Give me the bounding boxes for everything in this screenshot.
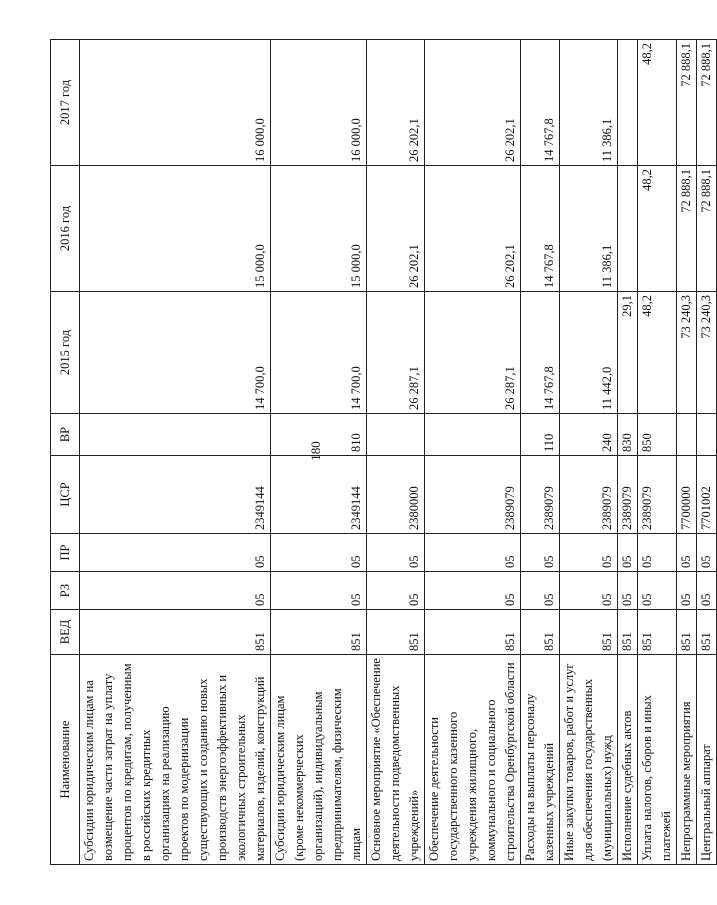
row-2015: 48,2	[638, 292, 677, 414]
row-csr: 2380000	[367, 456, 425, 534]
header-rz: РЗ	[51, 572, 80, 610]
row-2016: 14 767,8	[521, 166, 560, 292]
row-rz: 05	[618, 572, 638, 610]
row-rz: 05	[677, 572, 697, 610]
row-vr: 110	[521, 414, 560, 456]
row-pr: 05	[425, 534, 521, 572]
row-name: Обеспечение деятельности государственного казенного учреждения жилищного, коммунального и социального строительства Оренбургской области	[425, 655, 521, 865]
row-csr: 7700000	[677, 456, 697, 534]
header-vr: ВР	[51, 414, 80, 456]
row-name: Субсидии юридическим лицам (кроме некоммерческих организаций), индивидуальным предпринимателям, физическим лицам	[271, 655, 367, 865]
row-ved: 851	[367, 610, 425, 655]
row-csr: 2349144	[80, 456, 271, 534]
row-2016: 11 386,1	[560, 166, 618, 292]
table-row	[367, 40, 425, 865]
row-2017: 11 386,1	[560, 40, 618, 166]
row-csr: 2389079	[425, 456, 521, 534]
row-csr: 2389079	[638, 456, 677, 534]
row-2016: 72 888,1	[697, 166, 717, 292]
row-name: Иные закупки товаров, работ и услуг для обеспечения государственных (муниципальных) нужд	[560, 655, 618, 865]
row-vr: 810	[271, 414, 367, 456]
row-pr: 05	[271, 534, 367, 572]
table-row	[677, 40, 697, 865]
table-row	[638, 40, 677, 865]
header-pr: ПР	[51, 534, 80, 572]
header-csr: ЦСР	[51, 456, 80, 534]
row-csr: 7701002	[697, 456, 717, 534]
row-2015: 73 240,3	[677, 292, 697, 414]
row-vr: 850	[638, 414, 677, 456]
page-number: 180	[308, 441, 323, 461]
row-2015: 14 700,0	[80, 292, 271, 414]
table-row	[560, 40, 618, 865]
row-2016: 48,2	[638, 166, 677, 292]
row-vr: 830	[618, 414, 638, 456]
row-ved: 851	[618, 610, 638, 655]
row-ved: 851	[521, 610, 560, 655]
header-2016: 2016 год	[51, 166, 80, 292]
row-name: Расходы на выплаты персоналу казенных учреждений	[521, 655, 560, 865]
row-2016	[618, 166, 638, 292]
row-ved: 851	[638, 610, 677, 655]
row-vr	[425, 414, 521, 456]
row-pr: 05	[367, 534, 425, 572]
header-2015: 2015 год	[51, 292, 80, 414]
row-name: Непрограммные мероприятия	[677, 655, 697, 865]
row-pr: 05	[677, 534, 697, 572]
row-vr	[677, 414, 697, 456]
row-rz: 05	[697, 572, 717, 610]
row-2015: 26 287,1	[367, 292, 425, 414]
row-2015: 14 767,8	[521, 292, 560, 414]
row-name: Исполнение судебных актов	[618, 655, 638, 865]
row-name: Основное мероприятие «Обеспечение деятельности подведомственных учреждений»	[367, 655, 425, 865]
row-rz: 05	[367, 572, 425, 610]
row-2017: 26 202,1	[425, 40, 521, 166]
rotated-table-container	[50, 40, 713, 865]
row-2017: 16 000,0	[80, 40, 271, 166]
row-pr: 05	[560, 534, 618, 572]
table-row	[521, 40, 560, 865]
row-pr: 05	[521, 534, 560, 572]
row-ved: 851	[697, 610, 717, 655]
row-2017: 16 000,0	[271, 40, 367, 166]
row-2015: 26 287,1	[425, 292, 521, 414]
table-row	[618, 40, 638, 865]
row-2015: 73 240,3	[697, 292, 717, 414]
row-rz: 05	[521, 572, 560, 610]
table-row	[425, 40, 521, 865]
row-pr: 05	[638, 534, 677, 572]
row-rz: 05	[425, 572, 521, 610]
row-csr: 2389079	[618, 456, 638, 534]
row-2017: 14 767,8	[521, 40, 560, 166]
row-pr: 05	[697, 534, 717, 572]
row-2016: 15 000,0	[271, 166, 367, 292]
row-2015: 29,1	[618, 292, 638, 414]
row-vr	[367, 414, 425, 456]
table-header-row	[51, 40, 80, 865]
table-row	[697, 40, 717, 865]
row-vr: 240	[560, 414, 618, 456]
row-vr	[697, 414, 717, 456]
row-ved: 851	[271, 610, 367, 655]
budget-table	[50, 39, 717, 865]
row-2017: 26 202,1	[367, 40, 425, 166]
row-rz: 05	[638, 572, 677, 610]
row-rz: 05	[80, 572, 271, 610]
row-ved: 851	[560, 610, 618, 655]
row-2016: 26 202,1	[425, 166, 521, 292]
header-ved: ВЕД	[51, 610, 80, 655]
row-2017	[618, 40, 638, 166]
row-name: Субсидии юридическим лицам на возмещение части затрат на уплату процентов по кредитам, полученным в российских кредитных организациях на реализацию проектов по модернизации существующих и созданию новых производств энергоэффективных и экологичных строительных материалов, изделий, конструкций	[80, 655, 271, 865]
row-ved: 851	[425, 610, 521, 655]
row-2015: 14 700,0	[271, 292, 367, 414]
table-row	[80, 40, 271, 865]
row-name: Уплата налогов, сборов и иных платежей	[638, 655, 677, 865]
row-2015: 11 442,0	[560, 292, 618, 414]
row-2016: 15 000,0	[80, 166, 271, 292]
row-2017: 72 888,1	[677, 40, 697, 166]
table-row	[271, 40, 367, 865]
row-name: Центральный аппарат	[697, 655, 717, 865]
row-2016: 26 202,1	[367, 166, 425, 292]
row-rz: 05	[271, 572, 367, 610]
header-2017: 2017 год	[51, 40, 80, 166]
row-ved: 851	[677, 610, 697, 655]
row-2016: 72 888,1	[677, 166, 697, 292]
row-vr	[80, 414, 271, 456]
row-rz: 05	[560, 572, 618, 610]
row-pr: 05	[618, 534, 638, 572]
row-csr: 2389079	[521, 456, 560, 534]
row-2017: 48,2	[638, 40, 677, 166]
row-2017: 72 888,1	[697, 40, 717, 166]
row-ved: 851	[80, 610, 271, 655]
row-csr: 2349144	[271, 456, 367, 534]
row-csr: 2389079	[560, 456, 618, 534]
row-pr: 05	[80, 534, 271, 572]
header-name: Наименование	[51, 655, 80, 865]
